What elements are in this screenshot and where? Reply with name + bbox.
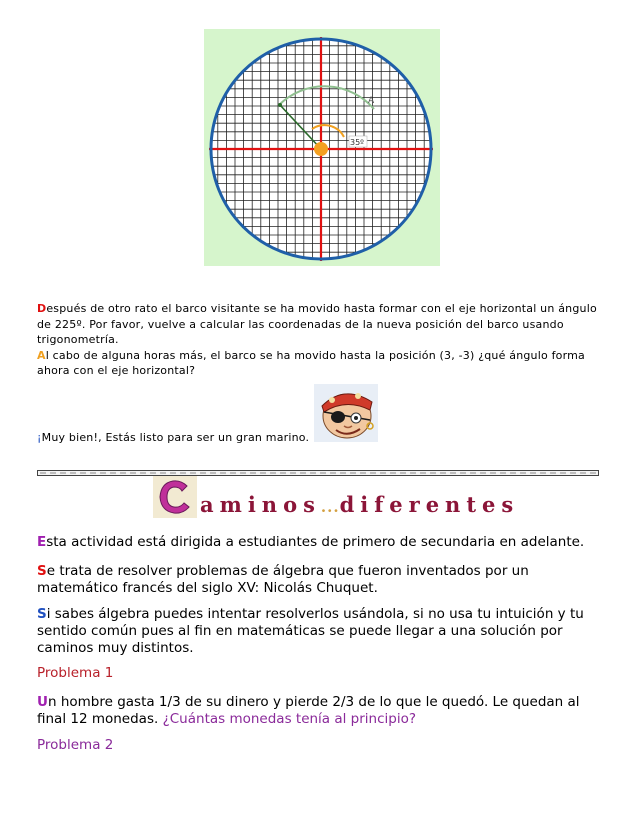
title-dots: ... (320, 498, 340, 516)
question-2 (37, 348, 602, 379)
compass-grid-figure (204, 29, 440, 266)
compass-grid-svg (204, 29, 440, 266)
p1-initial: E (37, 534, 47, 550)
p1-text: sta actividad está dirigida a estudiantes de primero de secundaria en adelante. (46, 534, 585, 550)
pirate-svg (314, 384, 378, 442)
q1-initial: D (37, 302, 47, 315)
title-part2: diferentes (339, 492, 520, 517)
p2-initial: S (37, 563, 47, 579)
pirate-image (314, 384, 378, 442)
p2-text: e trata de resolver problemas de álgebra que fueron inventados por un matemático francés del siglo XV: Nicolás Chuquet. (37, 563, 529, 596)
intro-paragraph (37, 534, 607, 551)
title-c-logo (153, 476, 197, 518)
page-title (200, 492, 519, 517)
problem1-statement: n hombre gasta 1/3 de su dinero y pierde 2/3 de lo que le quedó. Le quedan al final 12 monedas. (37, 694, 580, 727)
problem1-question: ¿Cuántas monedas tenía al principio? (162, 711, 417, 727)
context-paragraph (37, 563, 607, 597)
problem-1-heading: Problema 1 (37, 665, 114, 681)
problem-2-heading: Problema 2 (37, 737, 114, 753)
p3-text: i sabes álgebra puedes intentar resolverlos usándola, si no usa tu intuición y tu sentido común pues al fin en matemáticas se puede llegar a una solución por caminos muy distintos. (37, 606, 584, 656)
eyepatch-icon (331, 411, 345, 423)
question-block (37, 301, 602, 379)
q2-initial: A (37, 348, 46, 362)
ship-point (278, 103, 282, 107)
divider (37, 461, 599, 467)
angle-label: 35º (350, 138, 364, 147)
c-logo-svg (153, 476, 197, 518)
advice-paragraph (37, 606, 607, 657)
praise-text: Muy bien!, Estás listo para ser un gran marino. (41, 431, 310, 444)
praise-mark: ¡ (37, 431, 42, 444)
origin-dot (314, 142, 328, 156)
p3-initial: S (37, 606, 47, 622)
question-1 (37, 301, 602, 348)
divider-svg (37, 470, 599, 476)
q1-text: espués de otro rato el barco visitante se ha movido hasta formar con el eje horizontal un ángulo de 225º. Por favor, vuelve a calcular las coordenadas de la nueva posición del barco usando trigonometría. (37, 302, 597, 346)
q2-text: l cabo de alguna horas más, el barco se ha movido hasta la posición (3, -3) ¿qué ángulo forma ahora con el eje horizontal? (37, 348, 585, 377)
problem1-initial: U (37, 694, 48, 710)
title-part1: aminos (200, 492, 321, 517)
praise-line (37, 431, 309, 444)
point-label: A (368, 96, 375, 106)
problem-1-text (37, 694, 607, 728)
